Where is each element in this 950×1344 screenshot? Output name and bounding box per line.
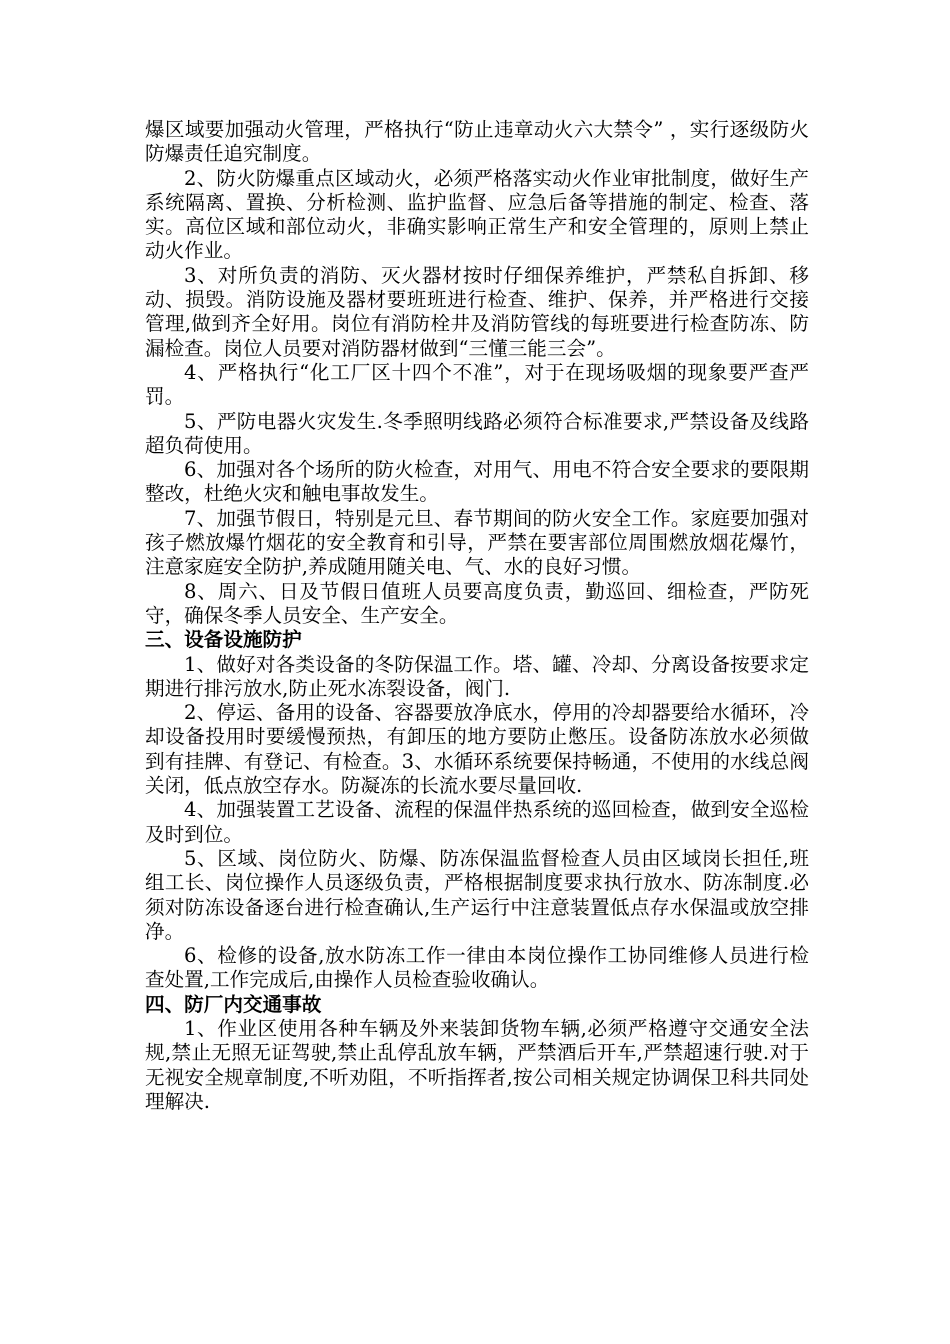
paragraph-holiday-fire-safety: 7、加强节假日，特别是元旦、春节期间的防火安全工作。家庭要加强对孩子燃放爆竹烟花的安全教育和引导，严禁在要害部位周围燃放烟花爆竹，注意家庭安全防护,养成随用随关电、气、水的良好习惯。 (145, 506, 809, 579)
paragraph-supervision-responsibility: 5、区域、岗位防火、防爆、防冻保温监督检查人员由区域岗长担任,班组工长、岗位操作人员逐级负责，严格根据制度要求执行放水、防冻制度.必须对防冻设备逐台进行检查确认,生产运行中注意装置低点存水保温或放空排净。 (145, 846, 809, 943)
section-heading-traffic-safety: 四、防厂内交通事故 (145, 992, 322, 1016)
paragraph-drain-standby-equipment: 2、停运、备用的设备、容器要放净底水，停用的冷却器要给水循环，冷却设备投用时要缓慢预热，有卸压的地方要防止憋压。设备防冻放水必须做到有挂牌、有登记、有检查。3、水循环系统要保持畅通，不使用的水线总阀关闭，低点放空存水。防凝冻的长流水要尽量回收. (145, 701, 809, 798)
paragraph-fourteen-prohibitions: 4、严格执行“化工厂区十四个不准”，对于在现场吸烟的现象要严查严罚。 (145, 360, 809, 409)
paragraph-vehicle-rules: 1、作业区使用各种车辆及外来装卸货物车辆,必须严格遵守交通安全法规,禁止无照无证驾驶,禁止乱停乱放车辆，严禁酒后开车,严禁超速行驶.对于无视安全规章制度,不听劝阻，不听指挥者,按公司相关规定协调保卫科共同处理解决. (145, 1016, 809, 1113)
paragraph-duty-personnel: 8、周六、日及节假日值班人员要高度负责，勤巡回、细检查，严防死守，确保冬季人员安全、生产安全。 (145, 579, 809, 627)
paragraph-heat-tracing-inspection: 4、加强装置工艺设备、流程的保温伴热系统的巡回检查，做到安全巡检及时到位。 (145, 798, 809, 846)
paragraph-winter-insulation: 1、做好对各类设备的冬防保温工作。塔、罐、冷却、分离设备按要求定期进行排污放水,防止死水冻裂设备，阀门. (145, 652, 809, 700)
paragraph-hotwork-approval: 2、防火防爆重点区域动火，必须严格落实动火作业审批制度，做好生产系统隔离、置换、分析检测、监护监督、应急后备等措施的制定、检查、落实。高位区域和部位动火，非确实影响正常生产和安全管理的，原则上禁止动火作业。 (145, 166, 809, 263)
paragraph-electrical-fire: 5、严防电器火灾发生.冬季照明线路必须符合标准要求,严禁设备及线路超负荷使用。 (145, 409, 809, 457)
paragraph-fire-control-continued: 爆区域要加强动火管理，严格执行“防止违章动火六大禁令” ，实行逐级防火防爆责任追究制度。 (145, 118, 809, 166)
document-page (145, 118, 809, 1114)
section-heading-equipment-protection: 三、设备设施防护 (145, 628, 302, 652)
paragraph-maintenance-equipment: 6、检修的设备,放水防冻工作一律由本岗位操作工协同维修人员进行检查处置,工作完成后,由操作人员检查验收确认。 (145, 944, 809, 992)
paragraph-fire-inspection: 6、加强对各个场所的防火检查，对用气、用电不符合安全要求的要限期整改，杜绝火灾和触电事故发生。 (145, 458, 809, 506)
paragraph-fire-equipment-maintenance: 3、对所负责的消防、灭火器材按时仔细保养维护，严禁私自拆卸、移动、损毁。消防设施及器材要班班进行检查、维护、保养，并严格进行交接管理,做到齐全好用。岗位有消防栓井及消防管线的每班要进行检查防冻、防漏检查。岗位人员要对消防器材做到“三懂三能三会”。 (145, 263, 809, 360)
